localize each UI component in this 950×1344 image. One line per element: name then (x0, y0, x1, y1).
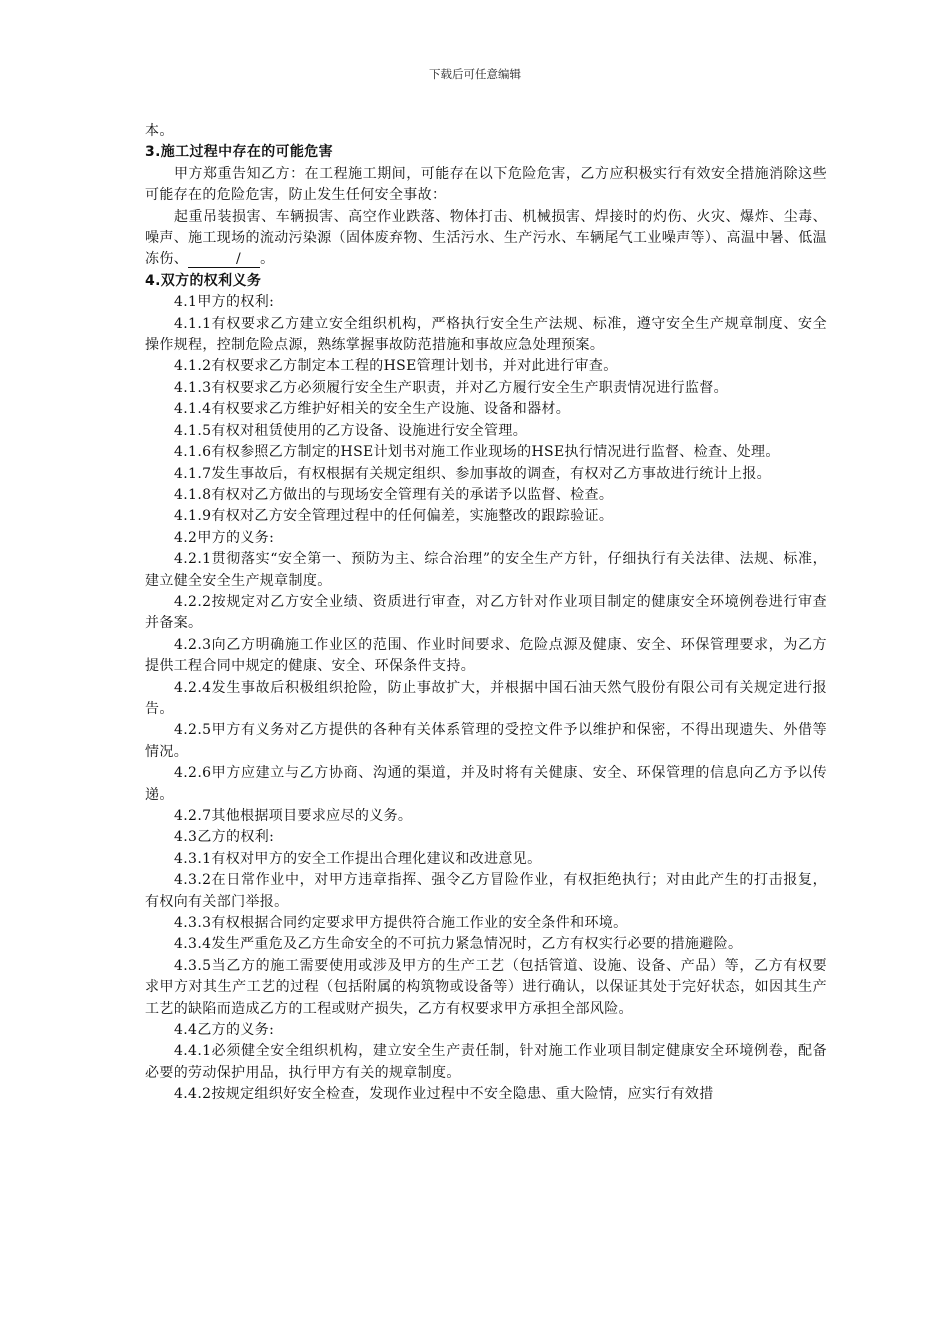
paragraph-text: 4.2.1贯彻落实“安全第一、预防为主、综合治理”的安全生产方针，仔细执行有关法律、法规、标准，建立健全安全生产规章制度。 (145, 551, 827, 589)
paragraph-text: 4.3.3有权根据合同约定要求甲方提供符合施工作业的安全条件和环境。 (174, 915, 628, 932)
paragraph-text: 4.2.3向乙方明确施工作业区的范围、作业时间要求、危险点源及健康、安全、环保管理要求，为乙方提供工程合同中规定的健康、安全、环保条件支持。 (145, 636, 827, 675)
paragraph-text: 4.1.4有权要求乙方维护好相关的安全生产设施、设备和器材。 (174, 401, 571, 418)
paragraph (145, 934, 827, 955)
paragraph (145, 592, 827, 635)
paragraph-text: 4.4乙方的义务: (174, 1022, 275, 1039)
paragraph (145, 121, 827, 142)
paragraph-text: 3.施工过程中存在的可能危害 (145, 144, 333, 161)
paragraph-text: 4.3.1有权对甲方的安全工作提出合理化建议和改进意见。 (174, 850, 542, 867)
paragraph-text: 4.1.1有权要求乙方建立安全组织机构，严格执行安全生产法规、标准，遵守安全生产规章制度、安全操作规程，控制危险点源，熟练掌握事故防范措施和事故应急处理预案。 (145, 315, 827, 354)
document-body (145, 121, 827, 1106)
paragraph (145, 207, 827, 271)
paragraph-text: 4.3.2在日常作业中，对甲方违章指挥、强令乙方冒险作业，有权拒绝执行；对由此产生的打击报复，有权向有关部门举报。 (145, 872, 827, 910)
section-heading (145, 142, 827, 163)
paragraph (145, 635, 827, 678)
paragraph (145, 827, 827, 848)
paragraph (145, 378, 827, 399)
paragraph-text: 本。 (145, 123, 174, 139)
paragraph (145, 1020, 827, 1041)
paragraph-text: 4.1.3有权要求乙方必须履行安全生产职责，并对乙方履行安全生产职责情况进行监督。 (174, 379, 728, 396)
paragraph-text: 4.1甲方的权利: (174, 294, 275, 311)
paragraph (145, 399, 827, 420)
paragraph (145, 1041, 827, 1084)
paragraph (145, 763, 827, 806)
paragraph (145, 678, 827, 721)
paragraph-text: 4.4.1必须健全安全组织机构，建立安全生产责任制，针对施工作业项目制定健康安全环境例卷，配备必要的劳动保护用品，执行甲方有关的规章制度。 (145, 1043, 827, 1081)
paragraph (145, 506, 827, 527)
paragraph-text: 4.4.2按规定组织好安全检查，发现作业过程中不安全隐患、重大险情，应实行有效措 (174, 1086, 714, 1103)
paragraph-text: 4.1.8有权对乙方做出的与现场安全管理有关的承诺予以监督、检查。 (174, 486, 614, 503)
paragraph (145, 849, 827, 870)
paragraph (145, 913, 827, 934)
paragraph-text: 4.2.7其他根据项目要求应尽的义务。 (174, 808, 413, 824)
paragraph (145, 292, 827, 313)
paragraph-text: 4.1.6有权参照乙方制定的HSE计划书对施工作业现场的HSE执行情况进行监督、检查、处理。 (174, 444, 780, 461)
paragraph-text: 4.3.5当乙方的施工需要使用或涉及甲方的生产工艺（包括管道、设施、设备、产品）等，乙方有权要求甲方对其生产工艺的过程（包括附属的构筑物或设备等）进行确认，以保证其处于完好状态，如因其生产工艺的缺陷而造成乙方的工程或财产损失，乙方有权要求甲方承担全部风险。 (145, 957, 827, 1017)
paragraph-text: 4.1.9有权对乙方安全管理过程中的任何偏差，实施整改的跟踪验证。 (174, 508, 614, 525)
paragraph (145, 956, 827, 1020)
paragraph (145, 356, 827, 377)
paragraph-tail: 。 (260, 251, 275, 268)
paragraph-text: 4.1.7发生事故后，有权根据有关规定组织、参加事故的调查，有权对乙方事故进行统计上报。 (174, 465, 772, 482)
paragraph-text: 4.2.5甲方有义务对乙方提供的各种有关体系管理的受控文件予以维护和保密，不得出现遗失、外借等情况。 (145, 722, 827, 760)
paragraph (145, 870, 827, 913)
paragraph (145, 464, 827, 485)
section-heading (145, 271, 827, 292)
paragraph-text: 4.2.2按规定对乙方安全业绩、资质进行审查，对乙方针对作业项目制定的健康安全环境例卷进行审查并备案。 (145, 593, 827, 632)
paragraph-text: 起重吊装损害、车辆损害、高空作业跌落、物体打击、机械损害、焊接时的灼伤、火灾、爆炸、尘毒、噪声、施工现场的流动污染源（固体废弃物、生活污水、生产污水、车辆尾气工业噪声等）、高温中暑、低温冻伤、 (145, 208, 827, 268)
paragraph-text: 4.2.6甲方应建立与乙方协商、沟通的渠道，并及时将有关健康、安全、环保管理的信息向乙方予以传递。 (145, 765, 827, 803)
paragraph (145, 421, 827, 442)
paragraph-text: 4.双方的权利义务 (145, 272, 262, 289)
paragraph (145, 528, 827, 549)
paragraph-text: 4.2.4发生事故后积极组织抢险，防止事故扩大，并根据中国石油天然气股份有限公司有关规定进行报告。 (145, 679, 827, 717)
paragraph (145, 314, 827, 357)
paragraph (145, 720, 827, 763)
paragraph-text: 4.1.2有权要求乙方制定本工程的HSE管理计划书，并对此进行审查。 (174, 358, 618, 375)
paragraph-text: 4.2甲方的义务: (174, 529, 275, 546)
paragraph (145, 806, 827, 827)
paragraph-text: 甲方郑重告知乙方：在工程施工期间，可能存在以下危险危害，乙方应积极实行有效安全措施消除这些可能存在的危险危害，防止发生任何安全事故： (145, 165, 827, 204)
paragraph-text: 4.3乙方的权利: (174, 829, 275, 846)
paragraph-text: 4.3.4发生严重危及乙方生命安全的不可抗力紧急情况时，乙方有权实行必要的措施避险。 (174, 936, 743, 953)
paragraph (145, 164, 827, 207)
paragraph (145, 485, 827, 506)
paragraph (145, 549, 827, 592)
page-header: 下载后可任意编辑 (429, 67, 521, 81)
paragraph-text: 4.1.5有权对租赁使用的乙方设备、设施进行安全管理。 (174, 422, 528, 439)
fill-in-blank: / (188, 251, 260, 268)
paragraph (145, 1084, 827, 1105)
paragraph (145, 442, 827, 463)
